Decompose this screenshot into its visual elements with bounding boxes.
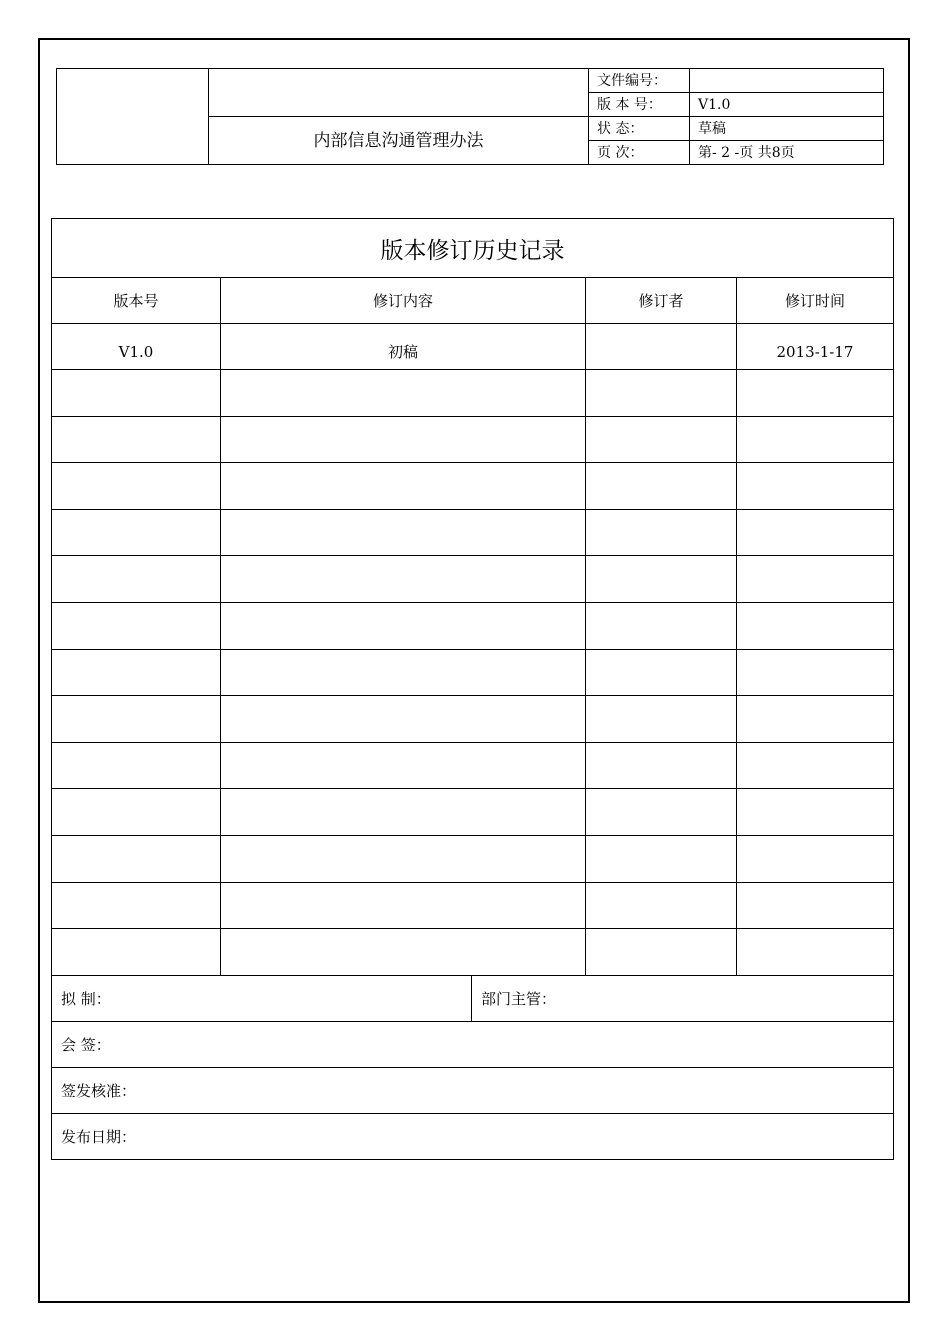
row-reviser-cell (586, 324, 737, 370)
drafted-by-field: 拟 制： (52, 975, 472, 1021)
row-version-cell (52, 509, 221, 556)
row-date-cell (737, 835, 894, 882)
table-row (52, 882, 894, 929)
row-date-cell (737, 463, 894, 510)
row-reviser-cell (586, 416, 737, 463)
field-value-version: V1.0 (690, 93, 884, 117)
row-content-cell (221, 509, 586, 556)
row-reviser-cell (586, 789, 737, 836)
release-date-field: 发布日期： (52, 1113, 894, 1159)
row-date-cell (737, 929, 894, 976)
row-date-cell (737, 696, 894, 743)
column-header-version: 版本号 (52, 278, 221, 324)
row-version-cell (52, 882, 221, 929)
row-reviser-cell (586, 463, 737, 510)
field-value-doc-number (690, 69, 884, 93)
header-blank-cell (209, 69, 589, 117)
logo-cell (57, 69, 209, 165)
row-content-cell (221, 882, 586, 929)
row-reviser-cell (586, 929, 737, 976)
document-title: 内部信息沟通管理办法 (209, 117, 589, 165)
table-row (52, 929, 894, 976)
row-version-cell (52, 835, 221, 882)
row-date-cell (737, 789, 894, 836)
row-date-cell (737, 370, 894, 417)
field-label-page: 页 次： (589, 141, 690, 165)
row-date-cell (737, 882, 894, 929)
table-row (52, 602, 894, 649)
table-row (52, 416, 894, 463)
approval-field: 签发核准： (52, 1067, 894, 1113)
row-version-cell (52, 602, 221, 649)
row-content-cell (221, 649, 586, 696)
row-version-cell (52, 463, 221, 510)
row-content-cell (221, 835, 586, 882)
row-reviser-cell (586, 882, 737, 929)
column-header-content: 修订内容 (221, 278, 586, 324)
table-row (52, 324, 894, 370)
countersign-field: 会 签： (52, 1021, 894, 1067)
field-value-status: 草稿 (690, 117, 884, 141)
row-content-cell (221, 742, 586, 789)
row-date-cell (737, 602, 894, 649)
table-row (52, 556, 894, 603)
row-version-cell (52, 649, 221, 696)
column-header-date: 修订时间 (737, 278, 894, 324)
table-row (52, 463, 894, 510)
row-content-cell (221, 370, 586, 417)
row-content-cell (221, 416, 586, 463)
table-row (52, 789, 894, 836)
row-content-cell (221, 789, 586, 836)
field-label-status: 状 态： (589, 117, 690, 141)
field-label-version: 版 本 号： (589, 93, 690, 117)
row-version-cell (52, 696, 221, 743)
row-version-cell (52, 556, 221, 603)
row-reviser-cell (586, 602, 737, 649)
revision-history-table (51, 218, 894, 1160)
row-content-cell (221, 696, 586, 743)
row-date-cell (737, 556, 894, 603)
table-row (52, 370, 894, 417)
row-version-cell (52, 789, 221, 836)
row-date-cell (737, 649, 894, 696)
revision-table-title: 版本修订历史记录 (52, 219, 894, 278)
dept-head-field: 部门主管： (472, 975, 894, 1021)
row-date-cell: 2013-1-17 (737, 324, 894, 370)
row-content-cell (221, 602, 586, 649)
row-reviser-cell (586, 370, 737, 417)
table-row (52, 742, 894, 789)
row-content-cell (221, 556, 586, 603)
field-label-doc-number: 文件编号： (589, 69, 690, 93)
row-content-cell: 初稿 (221, 324, 586, 370)
row-version-cell: V1.0 (52, 324, 221, 370)
row-version-cell (52, 416, 221, 463)
row-reviser-cell (586, 742, 737, 789)
row-reviser-cell (586, 835, 737, 882)
row-reviser-cell (586, 556, 737, 603)
row-reviser-cell (586, 696, 737, 743)
document-header (56, 68, 884, 165)
table-row (52, 696, 894, 743)
row-version-cell (52, 929, 221, 976)
row-reviser-cell (586, 509, 737, 556)
row-content-cell (221, 463, 586, 510)
row-date-cell (737, 742, 894, 789)
row-version-cell (52, 742, 221, 789)
row-version-cell (52, 370, 221, 417)
table-row (52, 835, 894, 882)
row-reviser-cell (586, 649, 737, 696)
table-row (52, 509, 894, 556)
row-date-cell (737, 416, 894, 463)
row-date-cell (737, 509, 894, 556)
row-content-cell (221, 929, 586, 976)
column-header-reviser: 修订者 (586, 278, 737, 324)
field-value-page: 第- 2 -页 共8页 (690, 141, 884, 165)
table-row (52, 649, 894, 696)
